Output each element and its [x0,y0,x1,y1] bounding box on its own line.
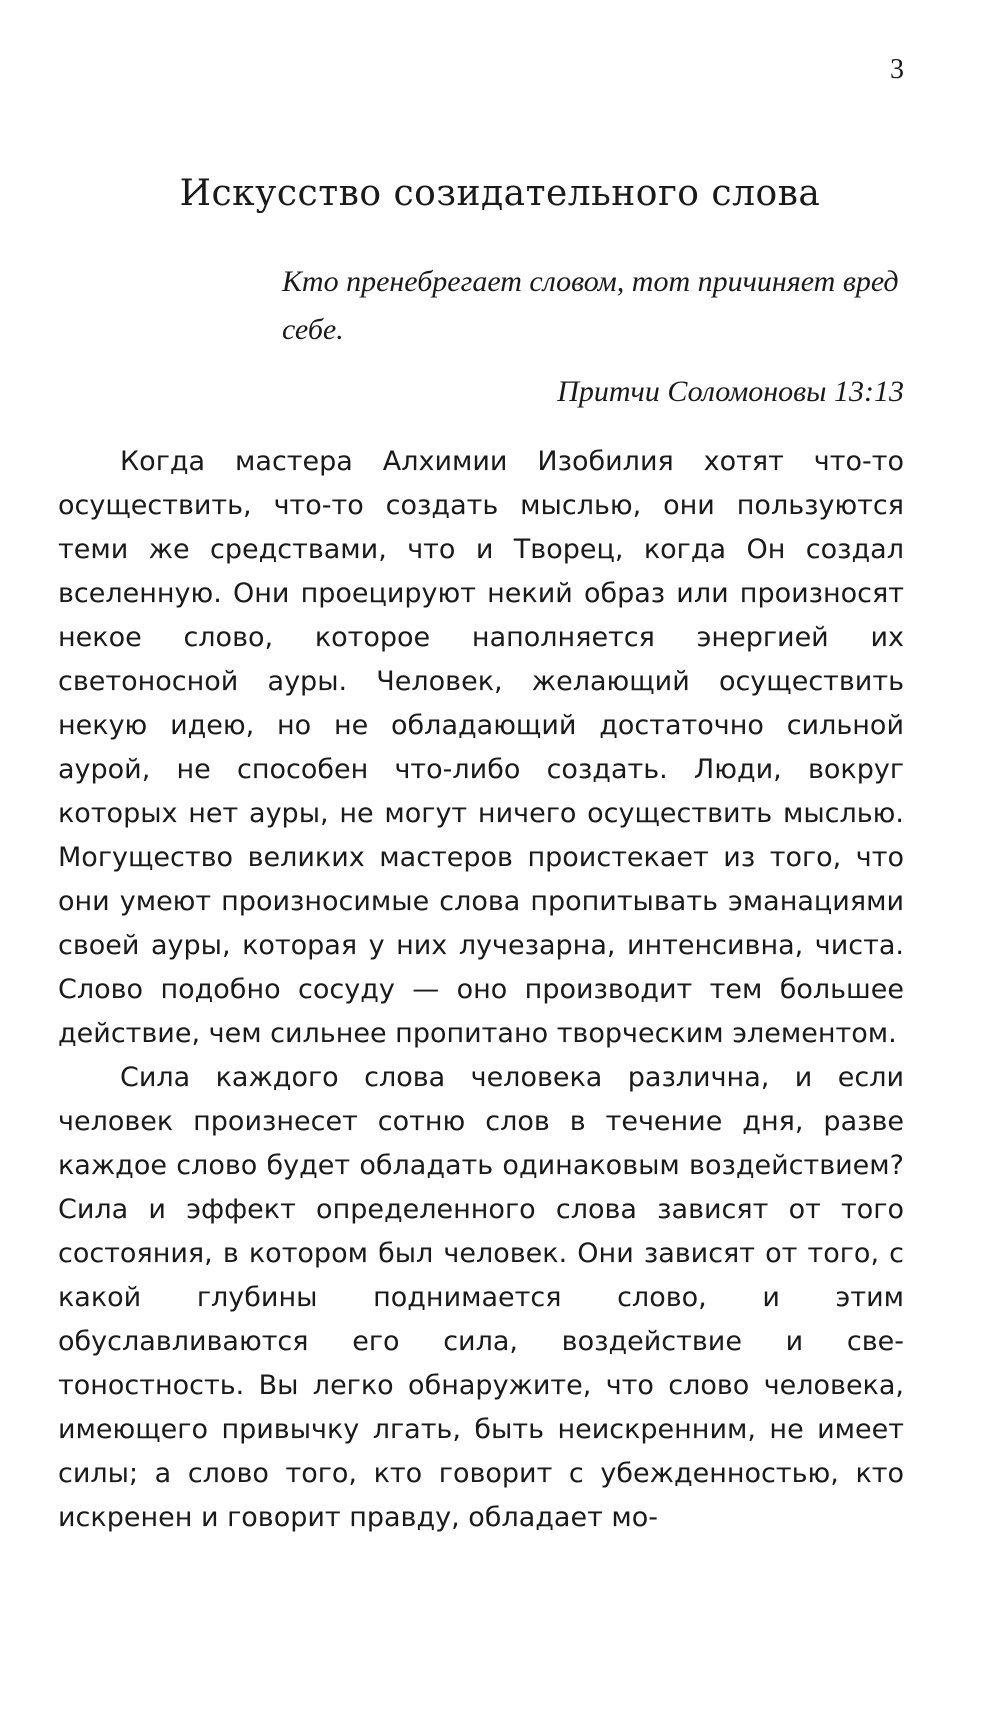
paragraph: Сила каждого слова человека различна, и если человек произнесет сотню слов в течение дня, разве каждое слово будет обладать одинаковым воздействием? Сила и эффект определенного слова зависят от того состояния, в котором был человек. Они зависят от того, с какой глубины поднимается слово, и этим обуславливаются его сила, воздействие и светоностность. Вы легко обнаружите, что слово человека, имеющего привычку лгать, быть неискренним, не имеет силы; а слово того, кто говорит с убежденностью, кто искренен и говорит правду, обладает мо- [58,1062,904,1533]
epigraph-source: Притчи Соломоновы 13:13 [557,375,904,408]
epigraph-quote: Кто пренебрегает словом, тот причиняет вред себе. [282,265,899,346]
body-text [58,440,904,1540]
chapter-title: Искусство созидательного слова [179,173,821,214]
page-number: 3 [890,54,904,85]
paragraph: Когда мастера Алхимии Изобилия хотят что-то осуществить, что-то создать мыслью, они пользуются теми же средствами, что и Творец, когда Он создал вселенную. Они проецируют некий образ или произносят некое слово, которое наполняется энергией их светоносной ауры. Человек, желающий осуществить некую идею, но не обладающий достаточно сильной аурой, не способен что-либо создать. Люди, вокруг которых нет ауры, не могут ничего осуществить мыслью. Могущество великих мастеров проистекает из того, что они умеют произносимые слова пропитывать эманациями своей ауры, которая у них лучезарна, интенсивна, чиста. Слово подобно сосуду — оно производит тем большее действие, чем сильнее пропитано творческим элементом. [58,446,904,1049]
